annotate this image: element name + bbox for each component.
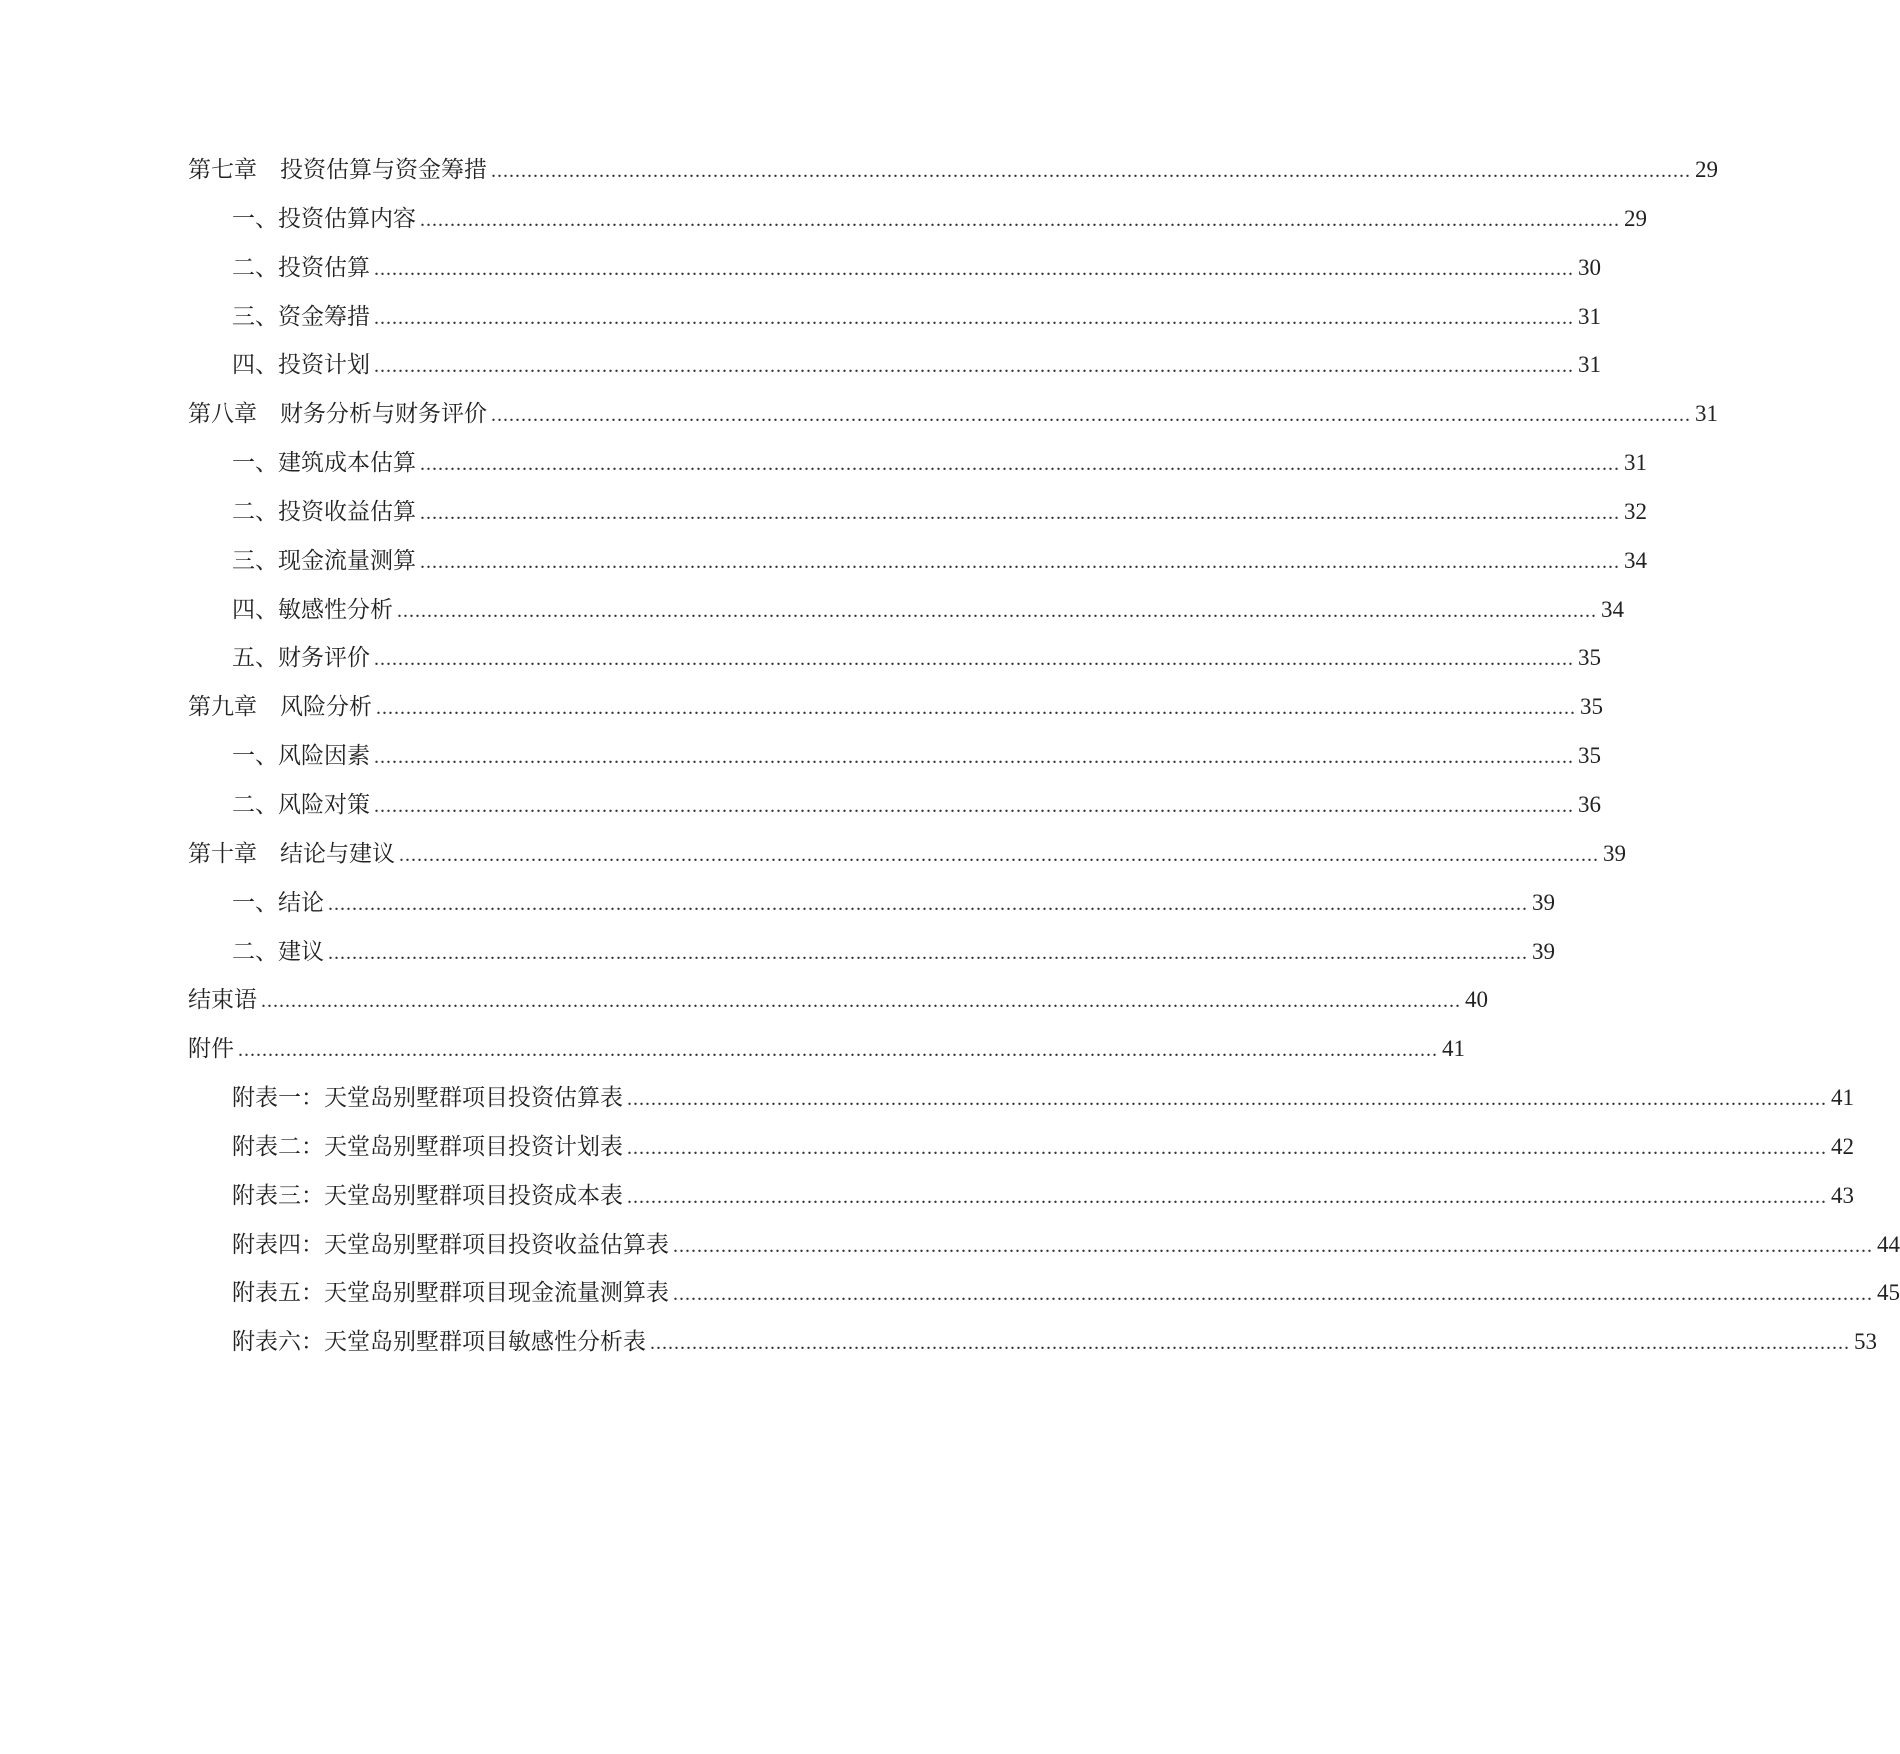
toc-entry-label: 第七章 投资估算与资金筹措 — [188, 157, 487, 183]
toc-entry-page-number: 31 — [1578, 352, 1601, 378]
toc-entry-label: 二、风险对策 — [232, 791, 370, 818]
toc-dot-leader: ........................................................................................................................................................................................................ — [238, 1039, 1438, 1062]
toc-dot-leader: ........................................................................................................................................................................................................ — [491, 404, 1691, 427]
toc-entry[interactable] — [188, 1083, 1854, 1132]
toc-entry-page-number: 39 — [1532, 889, 1555, 915]
toc-entry[interactable] — [188, 253, 1601, 302]
toc-entry-label: 四、投资计划 — [232, 352, 370, 379]
toc-entry-label: 四、敏感性分析 — [232, 596, 393, 623]
toc-entry-label: 第八章 财务分析与财务评价 — [188, 401, 487, 428]
toc-dot-leader: ........................................................................................................................................................................................................ — [420, 501, 1620, 524]
toc-entry[interactable] — [188, 1181, 1854, 1230]
toc-dot-leader: ........................................................................................................................................................................................................ — [491, 160, 1691, 182]
toc-entry[interactable] — [188, 1278, 1900, 1327]
toc-entry-page-number: 34 — [1624, 547, 1647, 573]
toc-entry[interactable] — [188, 1132, 1854, 1181]
toc-entry-page-number: 41 — [1442, 1036, 1465, 1062]
toc-entry[interactable] — [188, 643, 1601, 692]
toc-entry-page-number: 32 — [1624, 498, 1647, 524]
toc-entry-label: 一、建筑成本估算 — [232, 450, 416, 477]
toc-entry-page-number: 31 — [1695, 401, 1718, 427]
toc-entry-page-number: 40 — [1465, 987, 1488, 1013]
toc-entry-label: 一、风险因素 — [232, 743, 370, 770]
toc-entry-page-number: 44 — [1877, 1231, 1900, 1257]
toc-entry-label: 附件 — [188, 1036, 234, 1063]
toc-dot-leader: ........................................................................................................................................................................................................ — [328, 941, 1528, 964]
toc-entry-page-number: 31 — [1624, 450, 1647, 476]
toc-dot-leader: ........................................................................................................................................................................................................ — [397, 599, 1597, 622]
toc-entry-label: 二、投资收益估算 — [232, 498, 416, 525]
toc-entry[interactable] — [188, 790, 1601, 839]
toc-entry-label: 第十章 结论与建议 — [188, 840, 395, 867]
toc-dot-leader: ........................................................................................................................................................................................................ — [673, 1283, 1873, 1306]
toc-entry[interactable] — [188, 692, 1603, 741]
toc-entry-page-number: 29 — [1695, 157, 1718, 182]
toc-entry-page-number: 36 — [1578, 791, 1601, 817]
toc-dot-leader: ........................................................................................................................................................................................................ — [420, 550, 1620, 573]
toc-entry[interactable] — [188, 1034, 1465, 1083]
toc-entry-label: 附表四：天堂岛别墅群项目投资收益估算表 — [232, 1231, 669, 1258]
toc-entry[interactable] — [188, 595, 1624, 644]
toc-entry-page-number: 43 — [1831, 1182, 1854, 1208]
toc-entry-label: 附表五：天堂岛别墅群项目现金流量测算表 — [232, 1280, 669, 1307]
toc-entry-label: 三、现金流量测算 — [232, 547, 416, 574]
toc-entry-page-number: 45 — [1877, 1280, 1900, 1306]
toc-entry-label: 附表三：天堂岛别墅群项目投资成本表 — [232, 1182, 623, 1209]
toc-entry[interactable] — [188, 546, 1647, 595]
toc-entry-label: 一、结论 — [232, 889, 324, 916]
table-of-contents — [188, 155, 1900, 1376]
toc-dot-leader: ........................................................................................................................................................................................................ — [673, 1234, 1873, 1257]
toc-entry-label: 五、财务评价 — [232, 645, 370, 672]
toc-entry-label: 一、投资估算内容 — [232, 205, 416, 232]
toc-dot-leader: ........................................................................................................................................................................................................ — [374, 355, 1574, 378]
toc-dot-leader: ........................................................................................................................................................................................................ — [420, 453, 1620, 476]
toc-entry-page-number: 29 — [1624, 205, 1647, 231]
toc-dot-leader: ........................................................................................................................................................................................................ — [399, 843, 1599, 866]
toc-entry-page-number: 39 — [1532, 938, 1555, 964]
toc-dot-leader: ........................................................................................................................................................................................................ — [374, 648, 1574, 671]
toc-entry-page-number: 35 — [1578, 743, 1601, 769]
toc-entry[interactable] — [188, 1230, 1900, 1279]
toc-entry[interactable] — [188, 448, 1647, 497]
toc-dot-leader: ........................................................................................................................................................................................................ — [328, 892, 1528, 915]
toc-entry-page-number: 35 — [1580, 694, 1603, 720]
toc-entry-label: 附表六：天堂岛别墅群项目敏感性分析表 — [232, 1329, 646, 1356]
toc-dot-leader: ........................................................................................................................................................................................................ — [374, 746, 1574, 769]
toc-entry[interactable] — [188, 937, 1555, 986]
toc-dot-leader: ........................................................................................................................................................................................................ — [627, 1136, 1827, 1159]
toc-dot-leader: ........................................................................................................................................................................................................ — [376, 697, 1576, 720]
toc-entry-label: 结束语 — [188, 987, 257, 1014]
toc-entry-page-number: 41 — [1831, 1085, 1854, 1111]
toc-entry-label: 附表二：天堂岛别墅群项目投资计划表 — [232, 1133, 623, 1160]
toc-entry-label: 三、资金筹措 — [232, 303, 370, 330]
toc-entry[interactable] — [188, 741, 1601, 790]
toc-entry-page-number: 39 — [1603, 840, 1626, 866]
toc-entry-page-number: 35 — [1578, 645, 1601, 671]
toc-entry[interactable] — [188, 302, 1601, 351]
toc-entry[interactable] — [188, 350, 1601, 399]
toc-entry-label: 第九章 风险分析 — [188, 694, 372, 721]
toc-entry-label: 二、投资估算 — [232, 254, 370, 281]
toc-entry-label: 附表一：天堂岛别墅群项目投资估算表 — [232, 1085, 623, 1112]
toc-dot-leader: ........................................................................................................................................................................................................ — [650, 1332, 1850, 1355]
toc-entry[interactable] — [188, 888, 1555, 937]
toc-entry[interactable] — [188, 155, 1718, 204]
toc-entry-page-number: 53 — [1854, 1329, 1877, 1355]
toc-entry[interactable] — [188, 839, 1626, 888]
toc-entry-page-number: 31 — [1578, 303, 1601, 329]
toc-dot-leader: ........................................................................................................................................................................................................ — [374, 794, 1574, 817]
toc-entry-page-number: 34 — [1601, 596, 1624, 622]
toc-entry[interactable] — [188, 399, 1718, 448]
toc-dot-leader: ........................................................................................................................................................................................................ — [374, 306, 1574, 329]
toc-entry[interactable] — [188, 497, 1647, 546]
toc-dot-leader: ........................................................................................................................................................................................................ — [374, 257, 1574, 280]
toc-entry[interactable] — [188, 204, 1647, 253]
toc-dot-leader: ........................................................................................................................................................................................................ — [627, 1088, 1827, 1111]
toc-entry[interactable] — [188, 985, 1488, 1034]
toc-dot-leader: ........................................................................................................................................................................................................ — [261, 990, 1461, 1013]
toc-entry-page-number: 30 — [1578, 254, 1601, 280]
toc-dot-leader: ........................................................................................................................................................................................................ — [420, 208, 1620, 231]
toc-entry[interactable] — [188, 1327, 1877, 1376]
toc-dot-leader: ........................................................................................................................................................................................................ — [627, 1185, 1827, 1208]
toc-entry-page-number: 42 — [1831, 1133, 1854, 1159]
toc-entry-label: 二、建议 — [232, 938, 324, 965]
